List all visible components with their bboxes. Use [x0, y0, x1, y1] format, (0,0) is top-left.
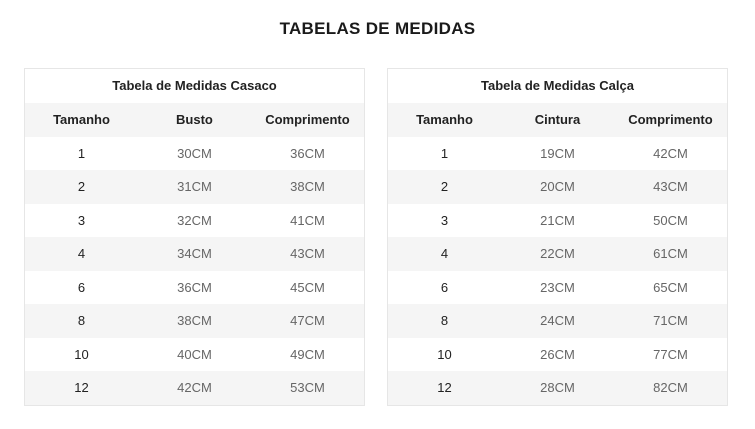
coat-size-table — [24, 68, 365, 406]
table-caption: Tabela de Medidas Calça — [481, 78, 634, 93]
size-cell: 8 — [77, 313, 86, 329]
length-cell: 38CM — [290, 179, 325, 195]
table-row — [25, 237, 364, 271]
length-cell: 65CM — [653, 279, 688, 295]
table-row — [25, 271, 364, 305]
size-cell: 4 — [440, 246, 449, 262]
size-cell: 12 — [437, 380, 452, 396]
size-cell: 10 — [74, 346, 89, 362]
bust-cell: 38CM — [177, 313, 212, 329]
header-length: Comprimento — [628, 112, 713, 128]
length-cell: 49CM — [290, 346, 325, 362]
bust-cell: 31CM — [177, 179, 212, 195]
waist-cell: 23CM — [540, 279, 575, 295]
bust-cell: 40CM — [177, 346, 212, 362]
size-cell: 1 — [440, 145, 449, 161]
table-row — [388, 304, 727, 338]
length-cell: 82CM — [653, 380, 688, 396]
table-row — [388, 371, 727, 405]
bust-cell: 42CM — [177, 380, 212, 396]
size-cell: 10 — [437, 346, 452, 362]
table-row — [25, 371, 364, 405]
bust-cell: 36CM — [177, 279, 212, 295]
waist-cell: 24CM — [540, 313, 575, 329]
waist-cell: 28CM — [540, 380, 575, 396]
table-row — [25, 204, 364, 238]
header-waist: Cintura — [534, 112, 581, 128]
table-row — [388, 338, 727, 372]
length-cell: 42CM — [653, 145, 688, 161]
table-row — [25, 338, 364, 372]
table-row — [25, 304, 364, 338]
table-header-row — [25, 103, 364, 137]
bust-cell: 34CM — [177, 246, 212, 262]
bust-cell: 30CM — [177, 145, 212, 161]
length-cell: 43CM — [653, 179, 688, 195]
size-cell: 2 — [440, 179, 449, 195]
table-caption: Tabela de Medidas Casaco — [112, 78, 277, 93]
header-size: Tamanho — [53, 112, 110, 128]
table-row — [388, 170, 727, 204]
length-cell: 53CM — [290, 380, 325, 396]
table-header-row — [388, 103, 727, 137]
waist-cell: 22CM — [540, 246, 575, 262]
header-size: Tamanho — [416, 112, 473, 128]
length-cell: 41CM — [290, 212, 325, 228]
bust-cell: 32CM — [177, 212, 212, 228]
size-cell: 3 — [440, 212, 449, 228]
size-cell: 8 — [440, 313, 449, 329]
header-length: Comprimento — [265, 112, 350, 128]
pants-size-table — [387, 68, 728, 406]
table-row — [25, 137, 364, 171]
table-row — [388, 237, 727, 271]
header-bust: Busto — [176, 112, 213, 128]
size-cell: 1 — [77, 145, 86, 161]
waist-cell: 20CM — [540, 179, 575, 195]
length-cell: 45CM — [290, 279, 325, 295]
length-cell: 50CM — [653, 212, 688, 228]
table-row — [25, 170, 364, 204]
size-cell: 12 — [74, 380, 89, 396]
page-title: TABELAS DE MEDIDAS — [279, 19, 476, 38]
waist-cell: 21CM — [540, 212, 575, 228]
length-cell: 36CM — [290, 145, 325, 161]
length-cell: 47CM — [290, 313, 325, 329]
table-row — [388, 137, 727, 171]
waist-cell: 19CM — [540, 145, 575, 161]
size-cell: 6 — [77, 279, 86, 295]
waist-cell: 26CM — [540, 346, 575, 362]
size-cell: 2 — [77, 179, 86, 195]
length-cell: 71CM — [653, 313, 688, 329]
size-cell: 4 — [77, 246, 86, 262]
size-cell: 3 — [77, 212, 86, 228]
length-cell: 43CM — [290, 246, 325, 262]
size-cell: 6 — [440, 279, 449, 295]
length-cell: 77CM — [653, 346, 688, 362]
table-row — [388, 204, 727, 238]
table-row — [388, 271, 727, 305]
length-cell: 61CM — [653, 246, 688, 262]
